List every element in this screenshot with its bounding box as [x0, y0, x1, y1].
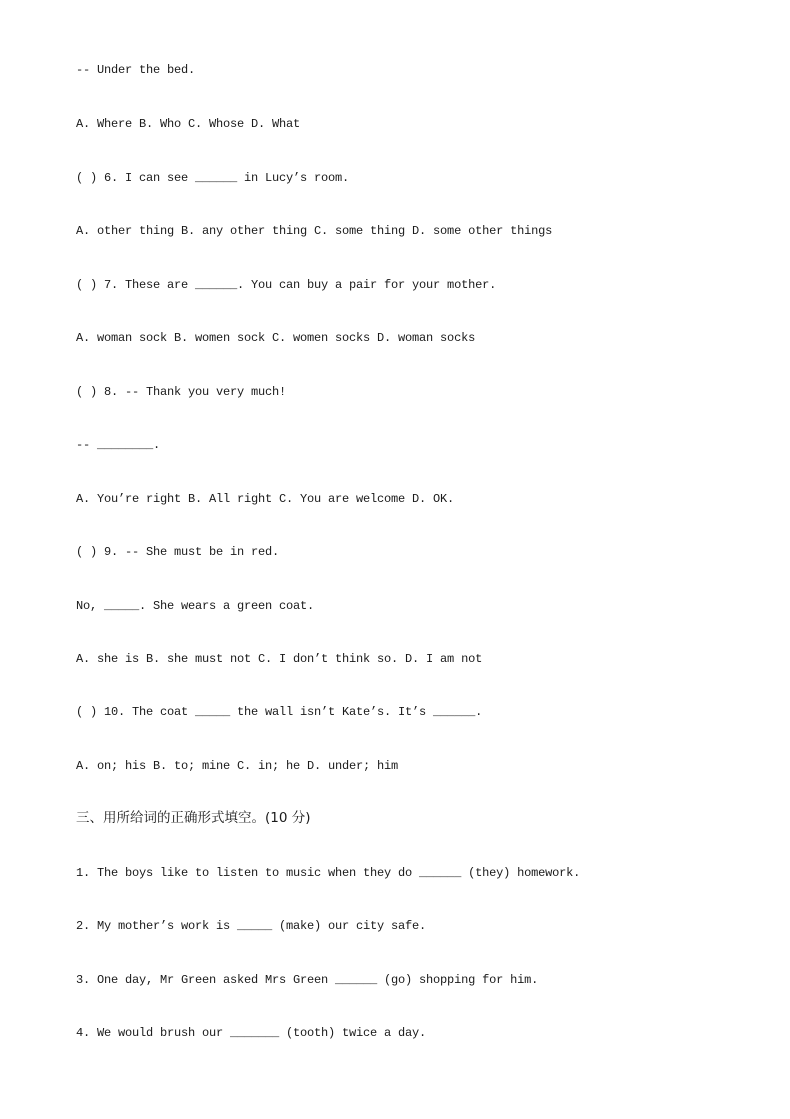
question-10: ( ) 10. The coat _____ the wall isn’t Kate’s. It’s ______.	[76, 705, 483, 719]
fill-question-1: 1. The boys like to listen to music when they do ______ (they) homework.	[76, 866, 581, 880]
question-7: ( ) 7. These are ______. You can buy a pair for your mother.	[76, 278, 497, 292]
answer-line-9: No, _____. She wears a green coat.	[76, 599, 315, 613]
question-8: ( ) 8. -- Thank you very much!	[76, 385, 287, 399]
question-6: ( ) 6. I can see ______ in Lucy’s room.	[76, 171, 350, 185]
fill-question-2: 2. My mother’s work is _____ (make) our city safe.	[76, 919, 427, 933]
options-q9: A. she is B. she must not C. I don’t think so. D. I am not	[76, 652, 483, 666]
section-heading: 三、用所给词的正确形式填空。(10 分)	[76, 810, 311, 826]
options-q7: A. woman sock B. women sock C. women socks D. woman socks	[76, 331, 476, 345]
options-q6: A. other thing B. any other thing C. some thing D. some other things	[76, 224, 553, 238]
options-q10: A. on; his B. to; mine C. in; he D. under; him	[76, 759, 399, 773]
question-9: ( ) 9. -- She must be in red.	[76, 545, 280, 559]
answer-line-8: -- ________.	[76, 438, 161, 452]
fill-question-3: 3. One day, Mr Green asked Mrs Green ______ (go) shopping for him.	[76, 973, 539, 987]
options-q5: A. Where B. Who C. Whose D. What	[76, 117, 301, 131]
options-q8: A. You’re right B. All right C. You are welcome D. OK.	[76, 492, 455, 506]
fill-question-4: 4. We would brush our _______ (tooth) twice a day.	[76, 1026, 427, 1040]
answer-line-5: -- Under the bed.	[76, 63, 196, 77]
